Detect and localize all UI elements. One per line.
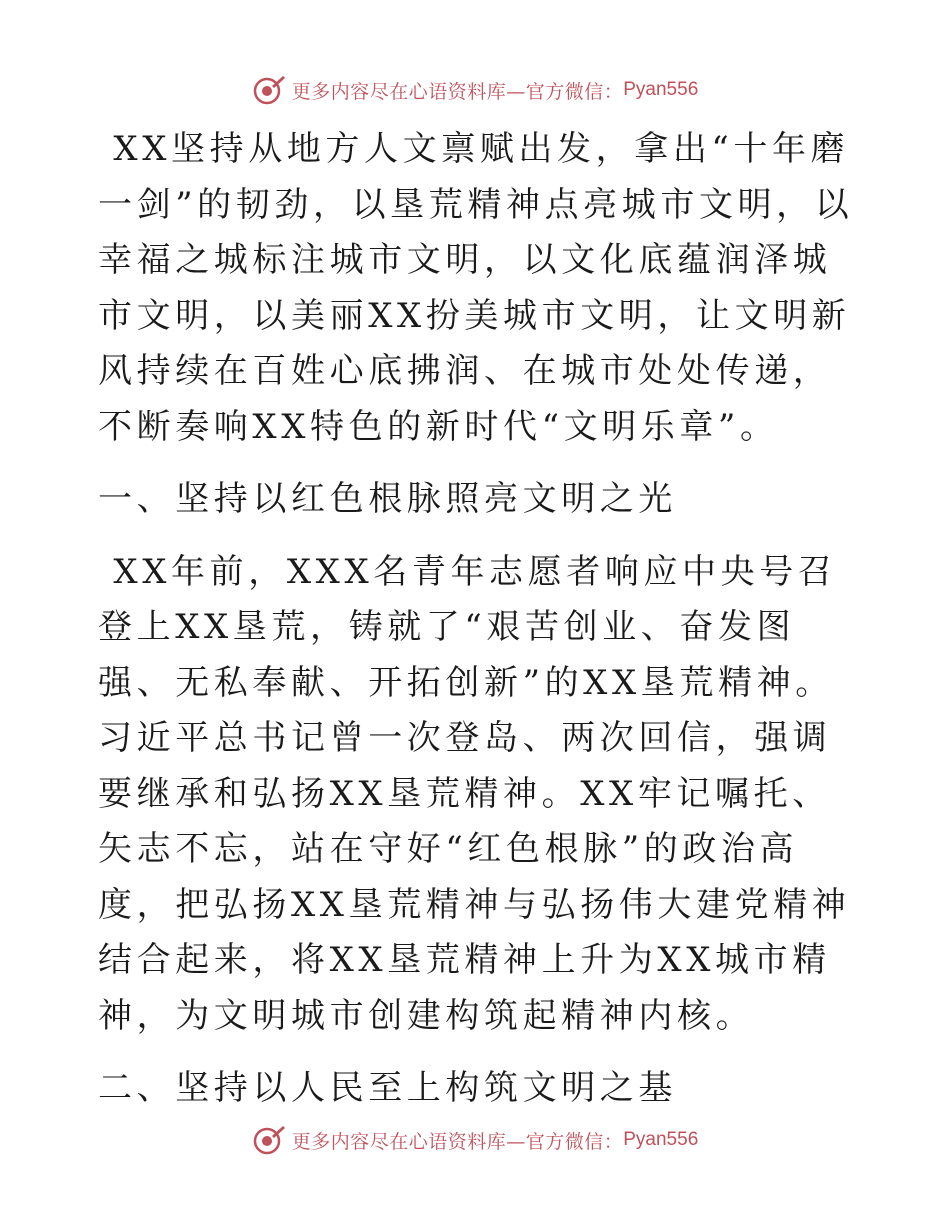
watermark-header — [0, 70, 950, 110]
intro-paragraph: XX坚持从地方人文禀赋出发，拿出“十年磨一剑”的韧劲，以垦荒精神点亮城市文明，以幸福之城标注城市文明，以文化底蕴润泽城市文明，以美丽XX扮美城市文明，让文明新风持续在百姓心底拂润、在城市处处传递，不断奏响XX特色的新时代“文明乐章”。 — [98, 129, 854, 447]
watermark-wechat-id: Pyan556 — [623, 79, 699, 100]
pen-seal-icon — [252, 73, 286, 107]
watermark-text: 更多内容尽在心语资料库—官方微信： — [291, 1130, 624, 1153]
watermark-wechat-id: Pyan556 — [623, 1129, 699, 1150]
section-1-heading: 一、坚持以红色根脉照亮文明之光 — [98, 479, 677, 519]
document-body — [98, 122, 858, 1117]
watermark-text: 更多内容尽在心语资料库—官方微信： — [291, 80, 624, 103]
section-2-heading: 二、坚持以人民至上构筑文明之基 — [98, 1068, 677, 1108]
watermark-footer — [0, 1120, 950, 1160]
pen-seal-icon — [252, 1123, 286, 1157]
section-1-paragraph: XX年前，XXX名青年志愿者响应中央号召登上XX垦荒，铸就了“艰苦创业、奋发图强、无私奉献、开拓创新”的XX垦荒精神。习近平总书记曾一次登岛、两次回信，强调要继承和弘扬XX垦荒精神。XX牢记嘱托、矢志不忘，站在守好“红色根脉”的政治高度，把弘扬XX垦荒精神与弘扬伟大建党精神结合起来，将XX垦荒精神上升为XX城市精神，为文明城市创建构筑起精神内核。 — [98, 551, 851, 1036]
